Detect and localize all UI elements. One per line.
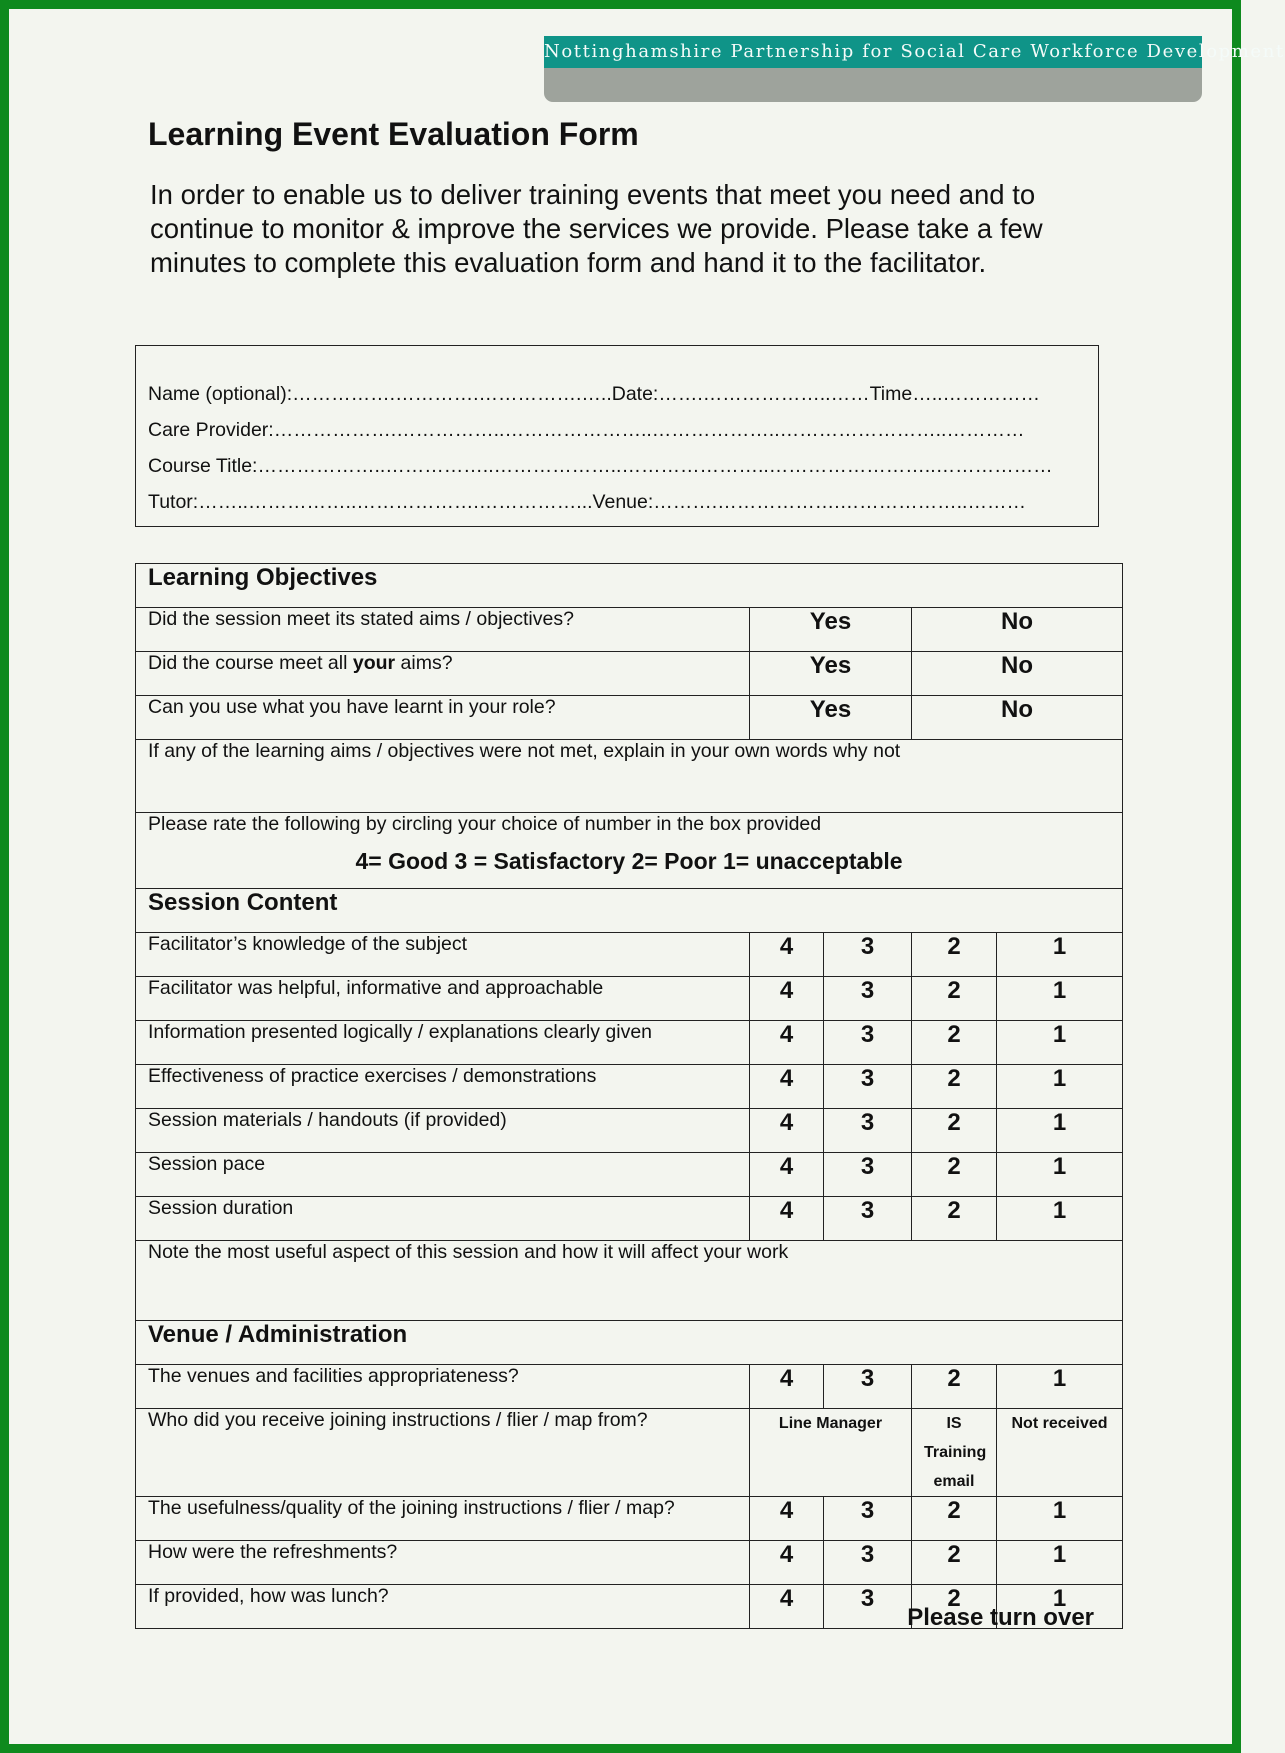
rating-4[interactable]: 4 bbox=[750, 1197, 824, 1241]
rating-4[interactable]: 4 bbox=[750, 1497, 824, 1541]
name-date-time-line[interactable]: Name (optional):…………….………….…………….…..Date:…….………………..……Time…..…………… bbox=[148, 383, 1041, 405]
objective-row bbox=[136, 608, 1123, 652]
yes-option[interactable]: Yes bbox=[750, 652, 912, 696]
joining-instructions-question: Who did you receive joining instructions / flier / map from? bbox=[136, 1409, 750, 1497]
rating-row bbox=[136, 1109, 1123, 1153]
objective-question: Did the course meet all your aims? bbox=[136, 652, 750, 696]
objectives-not-met-field[interactable]: If any of the learning aims / objectives were not met, explain in your own words why not bbox=[136, 740, 1123, 813]
rating-2[interactable]: 2 bbox=[912, 1065, 997, 1109]
rating-1[interactable]: 1 bbox=[997, 1365, 1123, 1409]
rating-row bbox=[136, 1065, 1123, 1109]
rating-3[interactable]: 3 bbox=[824, 1365, 912, 1409]
rating-question: Facilitator was helpful, informative and approachable bbox=[136, 977, 750, 1021]
rating-2[interactable]: 2 bbox=[912, 1021, 997, 1065]
rating-2[interactable]: 2 bbox=[912, 1153, 997, 1197]
details-box bbox=[135, 345, 1099, 527]
organisation-name: Nottinghamshire Partnership for Social Care Workforce Development bbox=[544, 36, 1202, 68]
venue-administration-heading: Venue / Administration bbox=[136, 1321, 1123, 1365]
rating-1[interactable]: 1 bbox=[997, 1109, 1123, 1153]
rating-row bbox=[136, 1497, 1123, 1541]
is-training-email-option[interactable]: IS Training email bbox=[912, 1409, 997, 1497]
care-provider-line[interactable]: Care Provider:……………….……………..…………………..………………..……………………..………… bbox=[148, 419, 1025, 441]
rating-2[interactable]: 2 bbox=[912, 1541, 997, 1585]
course-title-line[interactable]: Course Title:………………..……………..………………..…………………..……………………..……………… bbox=[148, 455, 1053, 477]
rating-row bbox=[136, 1541, 1123, 1585]
rating-1[interactable]: 1 bbox=[997, 1153, 1123, 1197]
rating-question: Information presented logically / explanations clearly given bbox=[136, 1021, 750, 1065]
rating-question: Session materials / handouts (if provided) bbox=[136, 1109, 750, 1153]
rating-2[interactable]: 2 bbox=[912, 977, 997, 1021]
rating-question: Facilitator’s knowledge of the subject bbox=[136, 933, 750, 977]
rating-1[interactable]: 1 bbox=[997, 1541, 1123, 1585]
rating-1[interactable]: 1 bbox=[997, 977, 1123, 1021]
rating-row bbox=[136, 1197, 1123, 1241]
rating-4[interactable]: 4 bbox=[750, 1365, 824, 1409]
no-option[interactable]: No bbox=[912, 652, 1123, 696]
rating-3[interactable]: 3 bbox=[824, 933, 912, 977]
rating-question: How were the refreshments? bbox=[136, 1541, 750, 1585]
rating-4[interactable]: 4 bbox=[750, 1541, 824, 1585]
rating-3[interactable]: 3 bbox=[824, 977, 912, 1021]
learning-objectives-heading: Learning Objectives bbox=[136, 564, 1123, 608]
rating-instruction-text: Please rate the following by circling your choice of number in the box provided bbox=[148, 813, 822, 835]
rating-3[interactable]: 3 bbox=[824, 1153, 912, 1197]
rating-2[interactable]: 2 bbox=[912, 933, 997, 977]
rating-3[interactable]: 3 bbox=[824, 1021, 912, 1065]
rating-4[interactable]: 4 bbox=[750, 1153, 824, 1197]
rating-4[interactable]: 4 bbox=[750, 977, 824, 1021]
rating-4[interactable]: 4 bbox=[750, 1021, 824, 1065]
objective-question: Did the session meet its stated aims / objectives? bbox=[136, 608, 750, 652]
organisation-banner bbox=[544, 36, 1285, 102]
rating-2[interactable]: 2 bbox=[912, 1497, 997, 1541]
rating-3[interactable]: 3 bbox=[824, 1065, 912, 1109]
rating-instructions bbox=[136, 813, 1123, 889]
yes-option[interactable]: Yes bbox=[750, 608, 912, 652]
rating-1[interactable]: 1 bbox=[997, 1585, 1123, 1629]
rating-3[interactable]: 3 bbox=[824, 1541, 912, 1585]
rating-4[interactable]: 4 bbox=[750, 1065, 824, 1109]
form-title: Learning Event Evaluation Form bbox=[148, 116, 639, 152]
rating-question: If provided, how was lunch? bbox=[136, 1585, 750, 1629]
evaluation-table bbox=[135, 563, 1123, 1629]
no-option[interactable]: No bbox=[912, 608, 1123, 652]
most-useful-aspect-field[interactable]: Note the most useful aspect of this session and how it will affect your work bbox=[136, 1241, 1123, 1321]
yes-option[interactable]: Yes bbox=[750, 696, 912, 740]
objective-question: Can you use what you have learnt in your role? bbox=[136, 696, 750, 740]
objective-row bbox=[136, 652, 1123, 696]
objective-row bbox=[136, 696, 1123, 740]
rating-3[interactable]: 3 bbox=[824, 1497, 912, 1541]
tutor-venue-line[interactable]: Tutor:……..……………..……………….……………...Venue:……….……………….………………..……… bbox=[148, 491, 1026, 513]
session-content-heading: Session Content bbox=[136, 889, 1123, 933]
turn-over-note: Please turn over bbox=[907, 1604, 1094, 1631]
rating-4[interactable]: 4 bbox=[750, 1585, 824, 1629]
rating-1[interactable]: 1 bbox=[997, 1065, 1123, 1109]
rating-row bbox=[136, 1365, 1123, 1409]
rating-2[interactable]: 2 bbox=[912, 1197, 997, 1241]
rating-2[interactable]: 2 bbox=[912, 1365, 997, 1409]
no-option[interactable]: No bbox=[912, 696, 1123, 740]
rating-4[interactable]: 4 bbox=[750, 933, 824, 977]
rating-3[interactable]: 3 bbox=[824, 1197, 912, 1241]
rating-3[interactable]: 3 bbox=[824, 1109, 912, 1153]
rating-question: The venues and facilities appropriateness? bbox=[136, 1365, 750, 1409]
rating-4[interactable]: 4 bbox=[750, 1109, 824, 1153]
rating-row bbox=[136, 1153, 1123, 1197]
intro-text: In order to enable us to deliver training events that meet you need and to continue to monitor & improve the services we provide. Please take a few minutes to complete this evaluation form and hand it to the facilitator. bbox=[150, 179, 1043, 278]
rating-row bbox=[136, 933, 1123, 977]
rating-question: The usefulness/quality of the joining instructions / flier / map? bbox=[136, 1497, 750, 1541]
rating-2[interactable]: 2 bbox=[912, 1585, 997, 1629]
rating-row bbox=[136, 977, 1123, 1021]
line-manager-option[interactable]: Line Manager bbox=[750, 1409, 912, 1497]
rating-question: Effectiveness of practice exercises / demonstrations bbox=[136, 1065, 750, 1109]
rating-row bbox=[136, 1021, 1123, 1065]
rating-3[interactable]: 3 bbox=[824, 1585, 912, 1629]
rating-1[interactable]: 1 bbox=[997, 933, 1123, 977]
rating-2[interactable]: 2 bbox=[912, 1109, 997, 1153]
rating-1[interactable]: 1 bbox=[997, 1021, 1123, 1065]
rating-question: Session duration bbox=[136, 1197, 750, 1241]
not-received-option[interactable]: Not received bbox=[997, 1409, 1123, 1497]
rating-1[interactable]: 1 bbox=[997, 1197, 1123, 1241]
rating-1[interactable]: 1 bbox=[997, 1497, 1123, 1541]
rating-scale: 4= Good 3 = Satisfactory 2= Poor 1= unacceptable bbox=[355, 848, 903, 874]
joining-instructions-row bbox=[136, 1409, 1123, 1497]
rating-question: Session pace bbox=[136, 1153, 750, 1197]
